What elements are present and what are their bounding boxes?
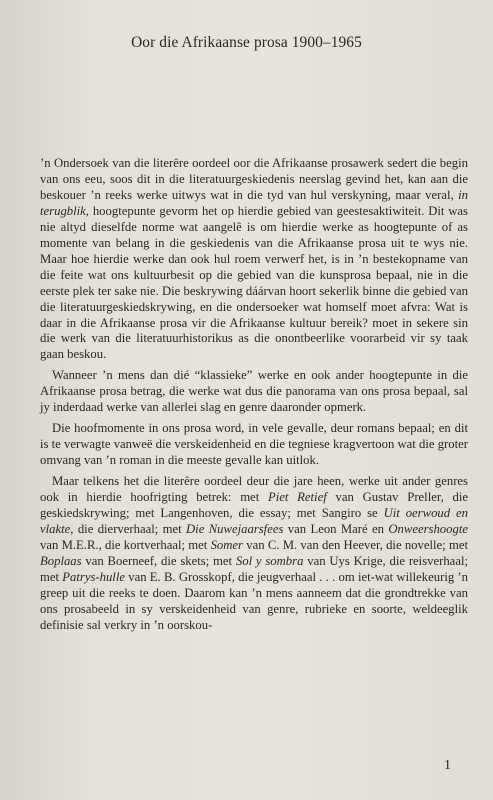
p4-t4: van Leon Maré en <box>283 521 389 536</box>
p4-t7: van Boerneef, die skets; met <box>81 553 236 568</box>
paragraph-4 <box>40 474 468 634</box>
paragraph-3: Die hoofmomente in ons prosa word, in vele gevalle, deur romans bepaal; en dit is te verwagte vanweë die verskeidenheid en die tegniese kragvertoon wat die groter omvang van ’n roman in die meeste gevalle kan uitlok. <box>40 421 468 468</box>
p4-t3: die dierverhaal; met <box>73 521 187 536</box>
paragraph-1 <box>40 156 468 363</box>
p4-i8: Patrys-hulle <box>62 569 125 584</box>
p4-i1: Piet Retief <box>267 490 327 505</box>
page-title: Oor die Afrikaanse prosa 1900–1965 <box>131 34 362 51</box>
paragraph-1-italic: in terugblik, <box>40 187 468 218</box>
p4-t6: van C. M. van den Heever, die novelle; met <box>243 537 468 552</box>
p4-t9: van E. B. Grosskopf, die jeugverhaal . . . om iet-wat willekeurig ’n greep uit die reeks te doen. Daarom kan ’n mens aanneem dat die grondtrekke van ons prosabeeld in sy verskeidenheid van genre, rubrieke en soorte, weldeeglik definisie sal verkry in ’n oorskou- <box>40 569 468 632</box>
page-number: 1 <box>444 758 451 773</box>
p4-i4: Onweershoogte <box>388 521 468 536</box>
p4-i5: Somer <box>210 537 243 552</box>
p4-i6: Boplaas <box>40 553 82 568</box>
p4-t5: van M.E.R., die kortverhaal; met <box>40 537 211 552</box>
paragraph-2: Wanneer ’n mens dan dié “klassieke” werke en ook ander hoogtepunte in die Afrikaanse prosa betrag, die werke wat dus die panorama van ons prosa bepaal, sal jy inderdaad werke van allerlei slag en genre daaronder opmerk. <box>40 368 468 415</box>
p4-t1: Maar telkens het die literêre oordeel deur die jare heen, werke uit ander genres ook in hierdie hoofrigting betrek: met <box>40 474 468 505</box>
p4-t8: van Uys Krige, die reisverhaal; met <box>40 553 468 584</box>
paragraph-1-text-b: hoogtepunte gevorm het op hierdie gebied van geestesaktiwiteit. Dit was nie altyd dieselfde norme wat aangelê is om hierdie werke as hoogtepunte of as momente van belang in die geskiedenis van die Afrikaanse prosa uit te wys nie. Maar hoe hierdie werke dan ook hul roem verwerf het, is in ’n bestekopname van die feite wat ons kultuurbesit op die gebied van die kunsprosa bepaal, nie in die eerste plek ter sake nie. Die beskrywing dáárvan hoort sekerlik binne die gebied van die literatuurgeskiedskrywing, en die ondersoeker wat homself moet afvra: Wat is daar in die Afrikaanse prosa vir die Afrikaanse kultuur bereik? moet in sekere sin die werk van die literatuurhistorikus as die onontbeerlike voorarbeid vir sy taak gaan beskou. <box>40 203 468 362</box>
paragraph-1-text-a: ’n Ondersoek van die literêre oordeel oor die Afrikaanse prosawerk sedert die begin van ons eeu, soos dit in die literatuurgeskiedenis neerslag gevind het, kan aan die beskouer ’n reeks werke uitwys wat in die tyd van hul verskyning, maar veral, <box>40 156 468 202</box>
p4-i7: Sol y sombra <box>235 553 304 568</box>
p4-t2: van Gustav Preller, die geskiedskrywing; met Langenhoven, die essay; met Sangiro se <box>40 490 468 521</box>
p4-i2: Uit oerwoud en vlakte, <box>40 506 468 536</box>
body-text <box>40 156 468 639</box>
p4-i3: Die Nuwejaarsfees <box>186 521 284 536</box>
